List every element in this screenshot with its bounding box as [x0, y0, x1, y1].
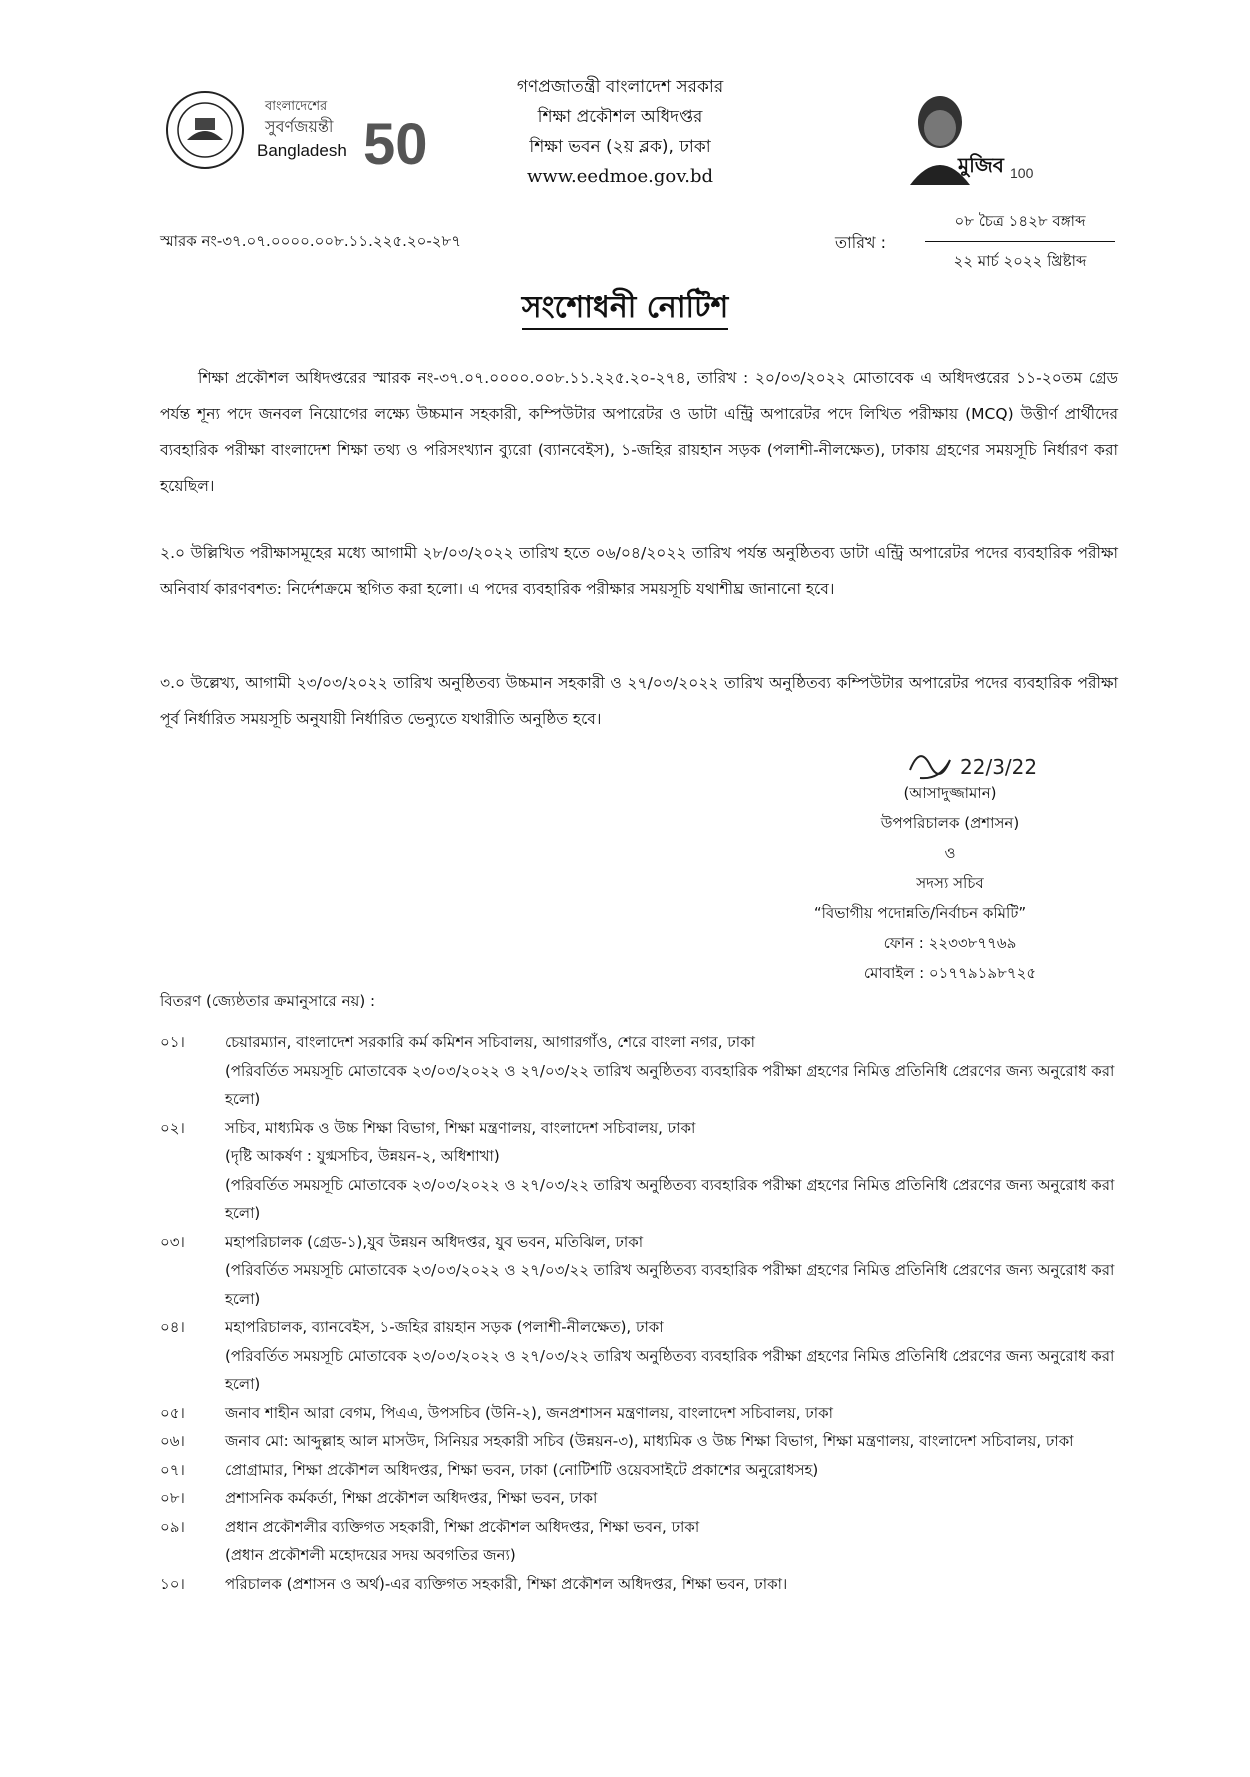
- distribution-item-line: (পরিবর্তিত সময়সূচি মোতাবেক ২৩/০৩/২০২২ ও ২৭/০৩/২২ তারিখ অনুষ্ঠিতব্য ব্যবহারিক পরীক্ষা গ্রহণের নিমিত্ত প্রতিনিধি প্রেরণের জন্য অনুরোধ করা হলো): [225, 1346, 1115, 1393]
- logo-text-3: Bangladesh: [257, 141, 347, 160]
- distribution-item: [160, 1028, 1120, 1114]
- distribution-item-number: ০৯।: [160, 1517, 185, 1536]
- distribution-item-line: প্রধান প্রকৌশলীর ব্যক্তিগত সহকারী, শিক্ষা প্রকৌশল অধিদপ্তর, শিক্ষা ভবন, ঢাকা: [225, 1517, 700, 1536]
- distribution-item-text: [225, 1513, 1120, 1570]
- date-block: [925, 210, 1115, 275]
- distribution-item-line: (পরিবর্তিত সময়সূচি মোতাবেক ২৩/০৩/২০২২ ও ২৭/০৩/২২ তারিখ অনুষ্ঠিতব্য ব্যবহারিক পরীক্ষা গ্রহণের নিমিত্ত প্রতিনিধি প্রেরণের জন্য অনুরোধ করা হলো): [225, 1261, 1115, 1308]
- distribution-item-number: ০৫।: [160, 1403, 185, 1422]
- distribution-item-text: [225, 1570, 1120, 1599]
- distribution-item-line: (প্রধান প্রকৌশলী মহোদয়ের সদয় অবগতির জন্য): [225, 1546, 516, 1564]
- distribution-item-line: সচিব, মাধ্যমিক ও উচ্চ শিক্ষা বিভাগ, শিক্ষা মন্ত্রণালয়, বাংলাদেশ সচিবালয়, ঢাকা: [225, 1118, 696, 1137]
- distribution-item-line: জনাব শাহীন আরা বেগম, পিএএ, উপসচিব (উনি-২), জনপ্রশাসন মন্ত্রণালয়, বাংলাদেশ সচিবালয়, ঢাকা: [225, 1403, 833, 1422]
- distribution-item-number: ০৩।: [160, 1232, 185, 1251]
- distribution-item: [160, 1114, 1120, 1228]
- distribution-title: বিতরণ (জ্যেষ্ঠতার ক্রমানুসারে নয়) :: [160, 992, 376, 1010]
- distribution-item-number: ০৭।: [160, 1460, 185, 1479]
- distribution-item-text: [225, 1456, 1120, 1485]
- distribution-item: [160, 1484, 1120, 1513]
- committee-name: “বিভাগীয় পদোন্নতি/নির্বাচন কমিটি”: [813, 904, 1027, 922]
- distribution-item-line: প্রোগ্রামার, শিক্ষা প্রকৌশল অধিদপ্তর, শিক্ষা ভবন, ঢাকা (নোটিশটি ওয়েবসাইটে প্রকাশের অনুরোধসহ): [225, 1460, 819, 1479]
- distribution-item-text: [225, 1313, 1120, 1399]
- website-link[interactable]: www.eedmoe.gov.bd: [526, 166, 714, 187]
- date-label: তারিখ :: [835, 233, 887, 252]
- paragraph-1: শিক্ষা প্রকৌশল অধিদপ্তরের স্মারক নং-৩৭.০৭.০০০০.০০৮.১১.২২৫.২০-২৭৪, তারিখ : ২০/০৩/২০২২ মোতাবেক এ অধিদপ্তরের ১১-২০তম গ্রেড পর্যন্ত শূন্য পদে জনবল নিয়োগের লক্ষ্যে উচ্চমান সহকারী, কম্পিউটার অপারেটর ও ডাটা এন্ট্রি অপারেটর পদে লিখিত পরীক্ষায় (MCQ) উত্তীর্ণ প্রার্থীদের ব্যবহারিক পরীক্ষা বাংলাদেশ শিক্ষা তথ্য ও পরিসংখ্যান ব্যুরো (ব্যানবেইস), ১-জহির রায়হান সড়ক (পলাশী-নীলক্ষেত), ঢাকায় গ্রহণের সময়সূচি নির্ধারণ করা হয়েছিল।: [160, 369, 1118, 495]
- distribution-item-number: ০৪।: [160, 1318, 185, 1336]
- distribution-item-text: [225, 1399, 1120, 1428]
- signatory-name: (আসাদুজ্জামান): [903, 784, 997, 802]
- mujib-100-logo: [900, 90, 1040, 190]
- mujib-100-number: 100: [1010, 165, 1034, 181]
- paragraph-3: ৩.০ উল্লেখ্য, আগামী ২৩/০৩/২০২২ তারিখ অনুষ্ঠিতব্য উচ্চমান সহকারী ও ২৭/০৩/২০২২ তারিখ অনুষ্ঠিতব্য কম্পিউটার অপারেটর পদের ব্যবহারিক পরীক্ষা পূর্ব নির্ধারিত সময়সূচি অনুযায়ী নির্ধারিত ভেন্যুতে যথারীতি অনুষ্ঠিত হবে।: [160, 674, 1118, 728]
- distribution-item: [160, 1570, 1120, 1599]
- government-name: গণপ্রজাতন্ত্রী বাংলাদেশ সরকার: [516, 77, 724, 97]
- distribution-item-line: (পরিবর্তিত সময়সূচি মোতাবেক ২৩/০৩/২০২২ ও ২৭/০৩/২২ তারিখ অনুষ্ঠিতব্য ব্যবহারিক পরীক্ষা গ্রহণের নিমিত্ত প্রতিনিধি প্রেরণের জন্য অনুরোধ করা হলো): [225, 1175, 1115, 1222]
- mujib-text: মুজিব: [958, 153, 1004, 177]
- department-name: শিক্ষা প্রকৌশল অধিদপ্তর: [537, 107, 703, 127]
- distribution-item-number: ০৮।: [160, 1489, 185, 1507]
- bangla-date: ০৮ চৈত্র ১৪২৮ বঙ্গাব্দ: [925, 210, 1115, 242]
- distribution-list: [160, 1028, 1120, 1598]
- distribution-item-text: [225, 1114, 1120, 1228]
- distribution-item: [160, 1313, 1120, 1399]
- distribution-item-number: ০১।: [160, 1033, 185, 1051]
- logo-text-2: সুবর্ণজয়ন্তী: [265, 117, 334, 136]
- golden-jubilee-logo: [165, 82, 465, 192]
- distribution-item-line: পরিচালক (প্রশাসন ও অর্থ)-এর ব্যক্তিগত সহকারী, শিক্ষা প্রকৌশল অধিদপ্তর, শিক্ষা ভবন, ঢাকা।: [225, 1574, 788, 1593]
- distribution-item-line: প্রশাসনিক কর্মকর্তা, শিক্ষা প্রকৌশল অধিদপ্তর, শিক্ষা ভবন, ঢাকা: [225, 1489, 598, 1507]
- distribution-item: [160, 1513, 1120, 1570]
- signatory-designation: উপপরিচালক (প্রশাসন): [880, 814, 1020, 832]
- signatory-role: সদস্য সচিব: [916, 874, 984, 892]
- distribution-item-line: (পরিবর্তিত সময়সূচি মোতাবেক ২৩/০৩/২০২২ ও ২৭/০৩/২২ তারিখ অনুষ্ঠিতব্য ব্যবহারিক পরীক্ষা গ্রহণের নিমিত্ত প্রতিনিধি প্রেরণের জন্য অনুরোধ করা হলো): [225, 1061, 1115, 1108]
- english-date: ২২ মার্চ ২০২২ খ্রিষ্টাব্দ: [953, 252, 1087, 270]
- paragraph-2: ২.০ উল্লিখিত পরীক্ষাসমূহের মধ্যে আগামী ২৮/০৩/২০২২ তারিখ হতে ০৬/০৪/২০২২ তারিখ পর্যন্ত অনুষ্ঠিতব্য ডাটা এন্ট্রি অপারেটর পদের ব্যবহারিক পরীক্ষা অনিবার্য কারণবশত: নির্দেশক্রমে স্থগিত করা হলো। এ পদের ব্যবহারিক পরীক্ষার সময়সূচি যথাশীঘ্র জানানো হবে।: [160, 544, 1118, 598]
- distribution-item-number: ০৬।: [160, 1432, 185, 1450]
- distribution-item-number: ১০।: [160, 1574, 185, 1593]
- signatory-and: ও: [944, 844, 956, 862]
- office-header: [470, 72, 770, 192]
- distribution-item-text: [225, 1228, 1120, 1314]
- distribution-item-line: (দৃষ্টি আকর্ষণ : যুগ্মসচিব, উন্নয়ন-২, অধিশাখা): [225, 1147, 500, 1165]
- logo-number-50: 50: [363, 112, 428, 177]
- distribution-item: [160, 1427, 1120, 1456]
- notice-title: সংশোধনী নোটিশ: [0, 283, 1250, 334]
- distribution-item-text: [225, 1028, 1120, 1114]
- phone-number: ফোন : ২২৩৩৮৭৭৬৯: [883, 934, 1017, 952]
- signature-date: 22/3/22: [960, 755, 1038, 779]
- distribution-item: [160, 1456, 1120, 1485]
- department-address: শিক্ষা ভবন (২য় ব্লক), ঢাকা: [529, 137, 711, 157]
- logo-text-1: বাংলাদেশের: [265, 99, 328, 114]
- distribution-item-line: মহাপরিচালক (গ্রেড-১),যুব উন্নয়ন অধিদপ্তর, যুব ভবন, মতিঝিল, ঢাকা: [225, 1232, 644, 1251]
- mobile-number: মোবাইল : ০১৭৭৯১৯৮৭২৫: [863, 964, 1037, 982]
- distribution-item-line: জনাব মো: আব্দুল্লাহ আল মাসউদ, সিনিয়র সহকারী সচিব (উন্নয়ন-৩), মাধ্যমিক ও উচ্চ শিক্ষা বিভাগ, শিক্ষা মন্ত্রণালয়, বাংলাদেশ সচিবালয়, ঢাকা: [225, 1432, 1074, 1450]
- distribution-item-text: [225, 1427, 1120, 1456]
- distribution-item: [160, 1399, 1120, 1428]
- distribution-item-text: [225, 1484, 1120, 1513]
- distribution-item-line: মহাপরিচালক, ব্যানবেইস, ১-জহির রায়হান সড়ক (পলাশী-নীলক্ষেত), ঢাকা: [225, 1318, 664, 1336]
- distribution-item-number: ০২।: [160, 1118, 185, 1137]
- distribution-item-line: চেয়ারম্যান, বাংলাদেশ সরকারি কর্ম কমিশন সচিবালয়, আগারগাঁও, শেরে বাংলা নগর, ঢাকা: [225, 1033, 755, 1051]
- distribution-item: [160, 1228, 1120, 1314]
- memo-number: স্মারক নং-৩৭.০৭.০০০০.০০৮.১১.২২৫.২০-২৮৭: [160, 232, 462, 250]
